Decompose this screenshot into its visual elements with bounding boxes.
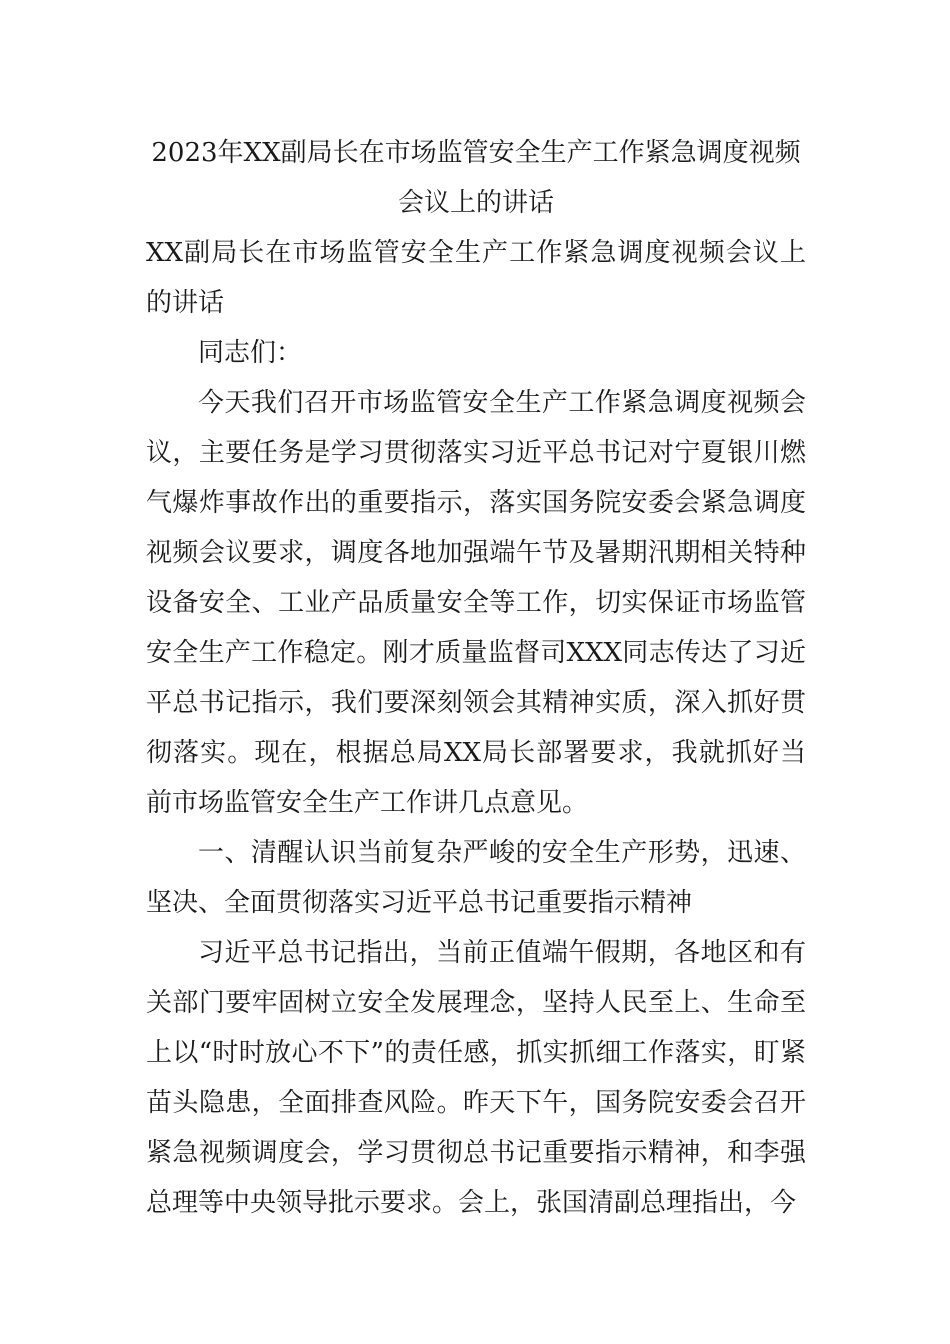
body-paragraph: 今天我们召开市场监管安全生产工作紧急调度视频会议，主要任务是学习贯彻落实习近平总书记对宁夏银川燃气爆炸事故作出的重要指示，落实国务院安委会紧急调度视频会议要求，调度各地加强端午节及暑期汛期相关特种设备安全、工业产品质量安全等工作，切实保证市场监管安全生产工作稳定。刚才质量监督司XXX同志传达了习近平总书记指示，我们要深刻领会其精神实质，深入抓好贯彻落实。现在，根据总局XX局长部署要求，我就抓好当前市场监管安全生产工作讲几点意见。: [146, 388, 806, 818]
salutation: 同志们：: [198, 338, 303, 368]
document-title: 2023年XX副局长在市场监管安全生产工作紧急调度视频会议上的讲话: [151, 138, 801, 218]
section-heading: 一、清醒认识当前复杂严峻的安全生产形势，迅速、坚决、全面贯彻落实习近平总书记重要指示精神: [146, 838, 806, 918]
document-page: [146, 128, 806, 1228]
document-subtitle: XX副局长在市场监管安全生产工作紧急调度视频会议上的讲话: [146, 238, 806, 318]
body-paragraph: 习近平总书记指出，当前正值端午假期，各地区和有关部门要牢固树立安全发展理念，坚持人民至上、生命至上以“时时放心不下”的责任感，抓实抓细工作落实，盯紧苗头隐患，全面排查风险。昨天下午，国务院安委会召开紧急视频调度会，学习贯彻总书记重要指示精神，和李强总理等中央领导批示要求。会上，张国清副总理指出，今: [146, 938, 806, 1218]
